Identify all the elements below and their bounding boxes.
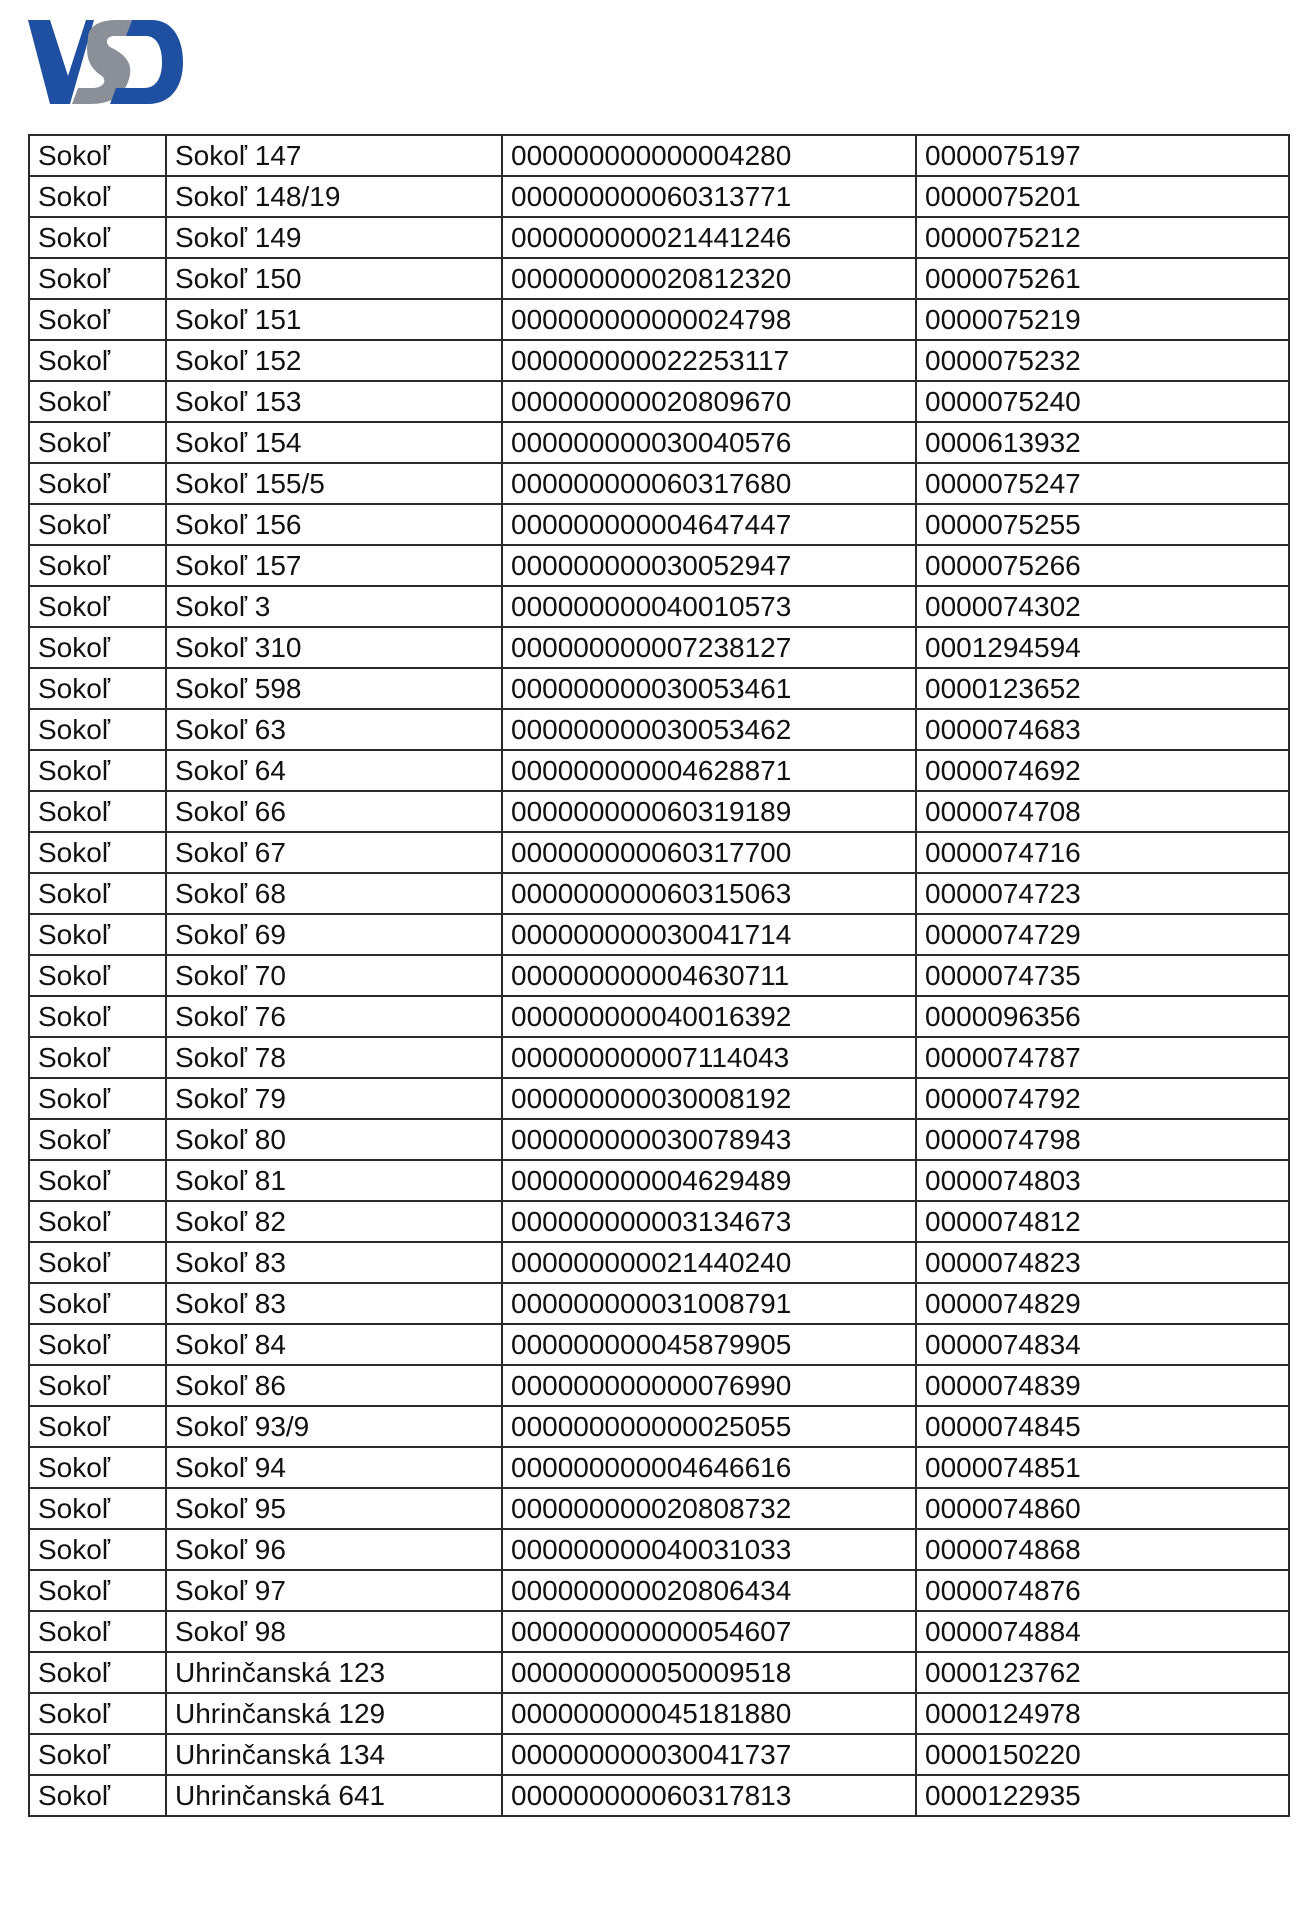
number-cell: 0000074302 [916, 586, 1289, 627]
point-code-cell: 000000000000004280 [502, 135, 916, 176]
number-cell: 0000074798 [916, 1119, 1289, 1160]
number-cell: 0000074787 [916, 1037, 1289, 1078]
table-row [29, 1734, 1289, 1775]
table-row [29, 217, 1289, 258]
point-code-cell: 000000000060317680 [502, 463, 916, 504]
table-row [29, 135, 1289, 176]
address-cell: Uhrinčanská 134 [166, 1734, 502, 1775]
table-body [29, 135, 1289, 1816]
number-cell: 0000075219 [916, 299, 1289, 340]
point-code-cell: 000000000000054607 [502, 1611, 916, 1652]
point-code-cell: 000000000030078943 [502, 1119, 916, 1160]
locality-cell: Sokoľ [29, 1406, 166, 1447]
address-cell: Sokoľ 84 [166, 1324, 502, 1365]
table-row [29, 1693, 1289, 1734]
address-cell: Sokoľ 68 [166, 873, 502, 914]
table-row [29, 381, 1289, 422]
table-row [29, 586, 1289, 627]
number-cell: 0000074735 [916, 955, 1289, 996]
address-cell: Sokoľ 64 [166, 750, 502, 791]
point-code-cell: 000000000020806434 [502, 1570, 916, 1611]
point-code-cell: 000000000020809670 [502, 381, 916, 422]
point-code-cell: 000000000007238127 [502, 627, 916, 668]
address-cell: Sokoľ 154 [166, 422, 502, 463]
point-code-cell: 000000000050009518 [502, 1652, 916, 1693]
locality-cell: Sokoľ [29, 873, 166, 914]
address-cell: Sokoľ 598 [166, 668, 502, 709]
point-code-cell: 000000000000024798 [502, 299, 916, 340]
table-row [29, 832, 1289, 873]
table-row [29, 914, 1289, 955]
table-row [29, 1529, 1289, 1570]
number-cell: 0000150220 [916, 1734, 1289, 1775]
number-cell: 0000096356 [916, 996, 1289, 1037]
table-row [29, 1119, 1289, 1160]
table-row [29, 1775, 1289, 1816]
number-cell: 0000074823 [916, 1242, 1289, 1283]
table-row [29, 709, 1289, 750]
table-row [29, 463, 1289, 504]
point-code-cell: 000000000060319189 [502, 791, 916, 832]
number-cell: 0000074812 [916, 1201, 1289, 1242]
number-cell: 0000074845 [916, 1406, 1289, 1447]
point-code-cell: 000000000030041714 [502, 914, 916, 955]
table-row [29, 627, 1289, 668]
locality-cell: Sokoľ [29, 996, 166, 1037]
locality-cell: Sokoľ [29, 791, 166, 832]
number-cell: 0000075212 [916, 217, 1289, 258]
locality-cell: Sokoľ [29, 1611, 166, 1652]
locality-cell: Sokoľ [29, 1447, 166, 1488]
table-row [29, 504, 1289, 545]
address-cell: Sokoľ 155/5 [166, 463, 502, 504]
table-row [29, 1570, 1289, 1611]
number-cell: 0000075255 [916, 504, 1289, 545]
table-row [29, 1365, 1289, 1406]
locality-cell: Sokoľ [29, 504, 166, 545]
number-cell: 0000123762 [916, 1652, 1289, 1693]
number-cell: 0000122935 [916, 1775, 1289, 1816]
number-cell: 0000074792 [916, 1078, 1289, 1119]
point-code-cell: 000000000045879905 [502, 1324, 916, 1365]
point-code-cell: 000000000003134673 [502, 1201, 916, 1242]
point-code-cell: 000000000060317700 [502, 832, 916, 873]
locality-cell: Sokoľ [29, 135, 166, 176]
point-code-cell: 000000000021441246 [502, 217, 916, 258]
address-cell: Sokoľ 156 [166, 504, 502, 545]
address-cell: Sokoľ 157 [166, 545, 502, 586]
point-code-cell: 000000000060317813 [502, 1775, 916, 1816]
address-cell: Sokoľ 80 [166, 1119, 502, 1160]
locality-cell: Sokoľ [29, 1570, 166, 1611]
number-cell: 0000075261 [916, 258, 1289, 299]
point-code-cell: 000000000020812320 [502, 258, 916, 299]
company-logo [28, 18, 183, 106]
table-row [29, 668, 1289, 709]
point-code-cell: 000000000021440240 [502, 1242, 916, 1283]
number-cell: 0000075232 [916, 340, 1289, 381]
address-cell: Sokoľ 78 [166, 1037, 502, 1078]
locality-cell: Sokoľ [29, 1529, 166, 1570]
number-cell: 0000123652 [916, 668, 1289, 709]
address-cell: Sokoľ 96 [166, 1529, 502, 1570]
point-code-cell: 000000000004647447 [502, 504, 916, 545]
table-row [29, 1078, 1289, 1119]
address-cell: Sokoľ 83 [166, 1283, 502, 1324]
address-cell: Sokoľ 150 [166, 258, 502, 299]
table-row [29, 1160, 1289, 1201]
address-cell: Uhrinčanská 641 [166, 1775, 502, 1816]
table-row [29, 340, 1289, 381]
address-cell: Sokoľ 70 [166, 955, 502, 996]
number-cell: 0000074716 [916, 832, 1289, 873]
point-code-cell: 000000000020808732 [502, 1488, 916, 1529]
table-row [29, 1242, 1289, 1283]
table-row [29, 873, 1289, 914]
number-cell: 0000074876 [916, 1570, 1289, 1611]
locality-cell: Sokoľ [29, 299, 166, 340]
address-cell: Sokoľ 95 [166, 1488, 502, 1529]
locality-cell: Sokoľ [29, 1734, 166, 1775]
table-row [29, 1324, 1289, 1365]
address-cell: Sokoľ 147 [166, 135, 502, 176]
address-cell: Uhrinčanská 123 [166, 1652, 502, 1693]
locality-cell: Sokoľ [29, 750, 166, 791]
point-code-cell: 000000000000076990 [502, 1365, 916, 1406]
table-row [29, 1611, 1289, 1652]
locality-cell: Sokoľ [29, 1652, 166, 1693]
address-cell: Sokoľ 97 [166, 1570, 502, 1611]
number-cell: 0000075266 [916, 545, 1289, 586]
locality-cell: Sokoľ [29, 1037, 166, 1078]
table-row [29, 1283, 1289, 1324]
point-code-cell: 000000000060315063 [502, 873, 916, 914]
number-cell: 0000074884 [916, 1611, 1289, 1652]
number-cell: 0000074851 [916, 1447, 1289, 1488]
table-row [29, 1447, 1289, 1488]
point-code-cell: 000000000030041737 [502, 1734, 916, 1775]
point-code-cell: 000000000060313771 [502, 176, 916, 217]
number-cell: 0000074829 [916, 1283, 1289, 1324]
locality-cell: Sokoľ [29, 1242, 166, 1283]
locality-cell: Sokoľ [29, 545, 166, 586]
locality-cell: Sokoľ [29, 832, 166, 873]
point-code-cell: 000000000030052947 [502, 545, 916, 586]
table-row [29, 176, 1289, 217]
address-cell: Sokoľ 98 [166, 1611, 502, 1652]
point-code-cell: 000000000045181880 [502, 1693, 916, 1734]
address-cell: Sokoľ 3 [166, 586, 502, 627]
point-code-cell: 000000000030053462 [502, 709, 916, 750]
address-cell: Sokoľ 86 [166, 1365, 502, 1406]
number-cell: 0000075197 [916, 135, 1289, 176]
locality-cell: Sokoľ [29, 1324, 166, 1365]
locality-cell: Sokoľ [29, 914, 166, 955]
number-cell: 0000074708 [916, 791, 1289, 832]
locality-cell: Sokoľ [29, 627, 166, 668]
point-code-cell: 000000000030008192 [502, 1078, 916, 1119]
locality-cell: Sokoľ [29, 176, 166, 217]
locality-cell: Sokoľ [29, 1365, 166, 1406]
address-cell: Sokoľ 69 [166, 914, 502, 955]
point-code-cell: 000000000022253117 [502, 340, 916, 381]
point-code-cell: 000000000007114043 [502, 1037, 916, 1078]
number-cell: 0000074839 [916, 1365, 1289, 1406]
point-code-cell: 000000000004628871 [502, 750, 916, 791]
locality-cell: Sokoľ [29, 258, 166, 299]
number-cell: 0000074803 [916, 1160, 1289, 1201]
address-cell: Sokoľ 63 [166, 709, 502, 750]
table-row [29, 1037, 1289, 1078]
locality-cell: Sokoľ [29, 381, 166, 422]
table-row [29, 545, 1289, 586]
data-table [28, 134, 1290, 1817]
table-row [29, 258, 1289, 299]
number-cell: 0000075240 [916, 381, 1289, 422]
locality-cell: Sokoľ [29, 1775, 166, 1816]
locality-cell: Sokoľ [29, 463, 166, 504]
address-cell: Sokoľ 79 [166, 1078, 502, 1119]
number-cell: 0000074683 [916, 709, 1289, 750]
table-row [29, 996, 1289, 1037]
address-cell: Sokoľ 94 [166, 1447, 502, 1488]
locality-cell: Sokoľ [29, 340, 166, 381]
number-cell: 0000074860 [916, 1488, 1289, 1529]
locality-cell: Sokoľ [29, 217, 166, 258]
point-code-cell: 000000000040016392 [502, 996, 916, 1037]
point-code-cell: 000000000030040576 [502, 422, 916, 463]
address-cell: Sokoľ 76 [166, 996, 502, 1037]
locality-cell: Sokoľ [29, 1283, 166, 1324]
table-row [29, 1406, 1289, 1447]
address-cell: Sokoľ 67 [166, 832, 502, 873]
table-row [29, 750, 1289, 791]
address-cell: Sokoľ 153 [166, 381, 502, 422]
point-code-cell: 000000000030053461 [502, 668, 916, 709]
number-cell: 0000074729 [916, 914, 1289, 955]
address-cell: Sokoľ 83 [166, 1242, 502, 1283]
locality-cell: Sokoľ [29, 1201, 166, 1242]
locality-cell: Sokoľ [29, 955, 166, 996]
address-cell: Sokoľ 310 [166, 627, 502, 668]
number-cell: 0000074834 [916, 1324, 1289, 1365]
locality-cell: Sokoľ [29, 586, 166, 627]
table-row [29, 422, 1289, 463]
point-code-cell: 000000000004646616 [502, 1447, 916, 1488]
number-cell: 0000075247 [916, 463, 1289, 504]
locality-cell: Sokoľ [29, 709, 166, 750]
address-cell: Sokoľ 66 [166, 791, 502, 832]
table-row [29, 791, 1289, 832]
locality-cell: Sokoľ [29, 1078, 166, 1119]
number-cell: 0000124978 [916, 1693, 1289, 1734]
number-cell: 0000074692 [916, 750, 1289, 791]
locality-cell: Sokoľ [29, 668, 166, 709]
table-row [29, 1201, 1289, 1242]
address-cell: Sokoľ 149 [166, 217, 502, 258]
address-cell: Sokoľ 93/9 [166, 1406, 502, 1447]
point-code-cell: 000000000004630711 [502, 955, 916, 996]
address-cell: Sokoľ 148/19 [166, 176, 502, 217]
table-row [29, 955, 1289, 996]
address-cell: Uhrinčanská 129 [166, 1693, 502, 1734]
point-code-cell: 000000000040031033 [502, 1529, 916, 1570]
locality-cell: Sokoľ [29, 1119, 166, 1160]
number-cell: 0000074868 [916, 1529, 1289, 1570]
table-row [29, 1652, 1289, 1693]
number-cell: 0000075201 [916, 176, 1289, 217]
number-cell: 0000613932 [916, 422, 1289, 463]
point-code-cell: 000000000031008791 [502, 1283, 916, 1324]
locality-cell: Sokoľ [29, 1488, 166, 1529]
number-cell: 0001294594 [916, 627, 1289, 668]
point-code-cell: 000000000040010573 [502, 586, 916, 627]
point-code-cell: 000000000000025055 [502, 1406, 916, 1447]
number-cell: 0000074723 [916, 873, 1289, 914]
address-cell: Sokoľ 82 [166, 1201, 502, 1242]
address-cell: Sokoľ 81 [166, 1160, 502, 1201]
locality-cell: Sokoľ [29, 1693, 166, 1734]
vsd-logo-icon [28, 18, 183, 106]
table-row [29, 1488, 1289, 1529]
locality-cell: Sokoľ [29, 422, 166, 463]
point-code-cell: 000000000004629489 [502, 1160, 916, 1201]
table-row [29, 299, 1289, 340]
address-cell: Sokoľ 152 [166, 340, 502, 381]
locality-cell: Sokoľ [29, 1160, 166, 1201]
address-cell: Sokoľ 151 [166, 299, 502, 340]
